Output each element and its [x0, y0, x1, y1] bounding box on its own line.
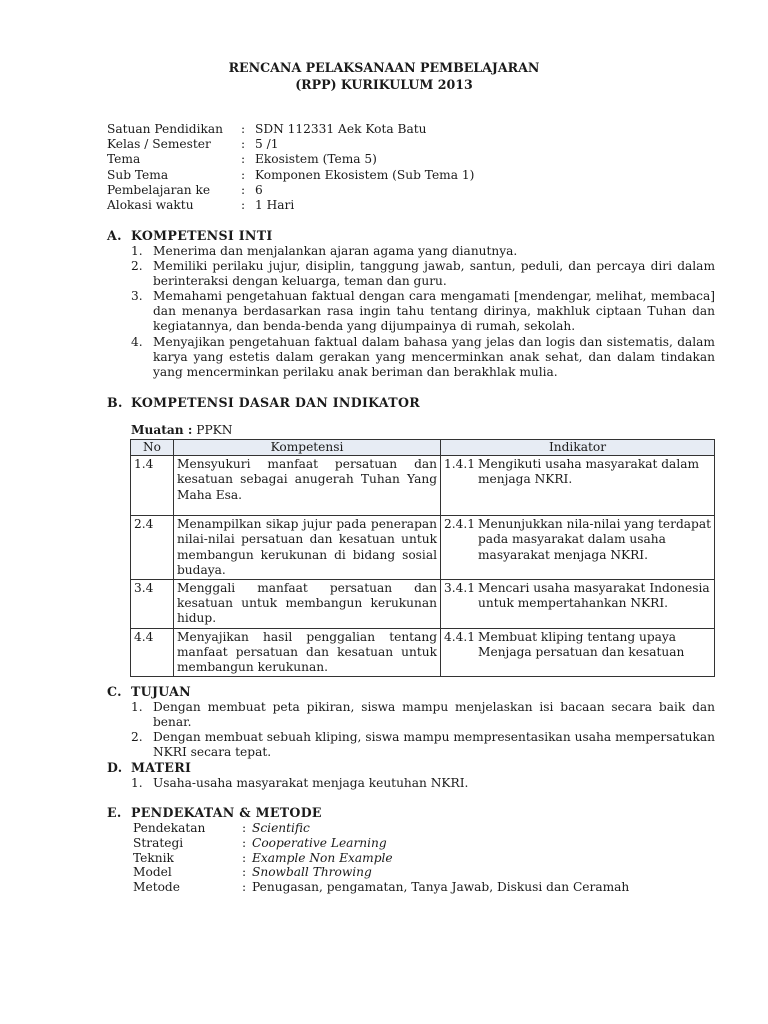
- table-row: [131, 516, 715, 580]
- section-d-heading: D. MATERI: [107, 760, 192, 775]
- list-item: 3. Memahami pengetahuan faktual dengan cara mengamati [mendengar, melihat, membaca] dan menanya berdasarkan rasa ingin tahu tentang dirinya, makhluk ciptaan Tuhan dan kegiatannya, dan benda-benda yang dijumpainya di rumah, sekolah.: [131, 289, 715, 334]
- cell-indikator: 2.4.1 Menunjukkan nila-nilai yang terdapat pada masyarakat dalam usaha masyarakat menjaga NKRI.: [441, 516, 715, 580]
- table-header-row: [131, 440, 715, 456]
- pendekatan-metode-block: [133, 821, 629, 895]
- list-item: 2. Memiliki perilaku jujur, disiplin, tanggung jawab, santun, peduli, dan percaya diri dalam berinteraksi dengan keluarga, teman dan guru.: [131, 259, 715, 289]
- metode-row: Model : Snowball Throwing: [133, 865, 372, 880]
- cell-indikator: 1.4.1 Mengikuti usaha masyarakat dalam menjaga NKRI.: [441, 456, 715, 516]
- table-row: [131, 628, 715, 677]
- cell-kompetensi: Menyajikan hasil penggalian tentang manfaat persatuan dan kesatuan untuk membangun kerukunan.: [174, 628, 441, 677]
- cell-kompetensi: Mensyukuri manfaat persatuan dan kesatuan sebagai anugerah Tuhan Yang Maha Esa.: [174, 456, 441, 516]
- tujuan-list: [131, 700, 715, 760]
- cell-no: 3.4: [131, 580, 174, 629]
- identity-row: Alokasi waktu : 1 Hari: [107, 198, 295, 213]
- metode-row: Pendekatan : Scientific: [133, 821, 310, 835]
- list-item: 2. Dengan membuat sebuah kliping, siswa mampu mempresentasikan usaha mempersatukan NKRI secara tepat.: [131, 730, 715, 760]
- cell-no: 4.4: [131, 628, 174, 677]
- metode-row: Teknik : Example Non Example: [133, 850, 393, 865]
- section-a-heading: A. KOMPETENSI INTI: [107, 228, 273, 243]
- list-item: 1. Dengan membuat peta pikiran, siswa mampu menjelaskan isi bacaan secara baik dan benar.: [131, 700, 715, 730]
- table-row: [131, 456, 715, 516]
- kompetensi-dasar-table: [130, 439, 715, 677]
- metode-row: Metode : Penugasan, pengamatan, Tanya Jawab, Diskusi dan Ceramah: [133, 880, 630, 895]
- muatan-line: Muatan : PPKN: [131, 423, 233, 437]
- identity-row: Tema : Ekosistem (Tema 5): [107, 152, 377, 167]
- metode-row: Strategi : Cooperative Learning: [133, 835, 387, 850]
- cell-indikator: 3.4.1 Mencari usaha masyarakat Indonesia untuk mempertahankan NKRI.: [441, 580, 715, 629]
- column-header-no: No: [131, 440, 174, 456]
- list-item: 1. Usaha-usaha masyarakat menjaga keutuhan NKRI.: [131, 776, 469, 790]
- document-subtitle: (RPP) KURIKULUM 2013: [295, 77, 473, 92]
- column-header-kompetensi: Kompetensi: [174, 440, 441, 456]
- cell-kompetensi: Menggali manfaat persatuan dan kesatuan untuk membangun kerukunan hidup.: [174, 580, 441, 629]
- section-c-heading: C. TUJUAN: [107, 684, 191, 699]
- identity-block: [107, 122, 474, 213]
- kompetensi-inti-list: [131, 244, 715, 380]
- list-item: 1. Menerima dan menjalankan ajaran agama yang dianutnya.: [131, 244, 518, 258]
- identity-row: Satuan Pendidikan : SDN 112331 Aek Kota Batu: [107, 122, 427, 136]
- table-row: [131, 580, 715, 629]
- section-e-heading: E. PENDEKATAN & METODE: [107, 805, 322, 820]
- identity-row: Pembelajaran ke : 6: [107, 182, 263, 197]
- cell-no: 1.4: [131, 456, 174, 516]
- cell-kompetensi: Menampilkan sikap jujur pada penerapan nilai-nilai persatuan dan kesatuan untuk membangun kerukunan di bidang sosial budaya.: [174, 516, 441, 580]
- document-title: RENCANA PELAKSANAAN PEMBELAJARAN: [228, 60, 540, 75]
- list-item: 4. Menyajikan pengetahuan faktual dalam bahasa yang jelas dan logis dan sistematis, dalam karya yang estetis dalam gerakan yang mencerminkan anak sehat, dan dalam tindakan yang mencerminkan perilaku anak beriman dan berakhlak mulia.: [131, 334, 715, 379]
- column-header-indikator: Indikator: [441, 440, 715, 456]
- section-b-heading: B. KOMPETENSI DASAR DAN INDIKATOR: [107, 395, 420, 410]
- cell-indikator: 4.4.1 Membuat kliping tentang upaya Menjaga persatuan dan kesatuan: [441, 628, 715, 677]
- identity-row: Sub Tema : Komponen Ekosistem (Sub Tema 1): [107, 167, 475, 182]
- identity-row: Kelas / Semester : 5 /1: [107, 137, 279, 152]
- cell-no: 2.4: [131, 516, 174, 580]
- materi-list: [131, 776, 715, 791]
